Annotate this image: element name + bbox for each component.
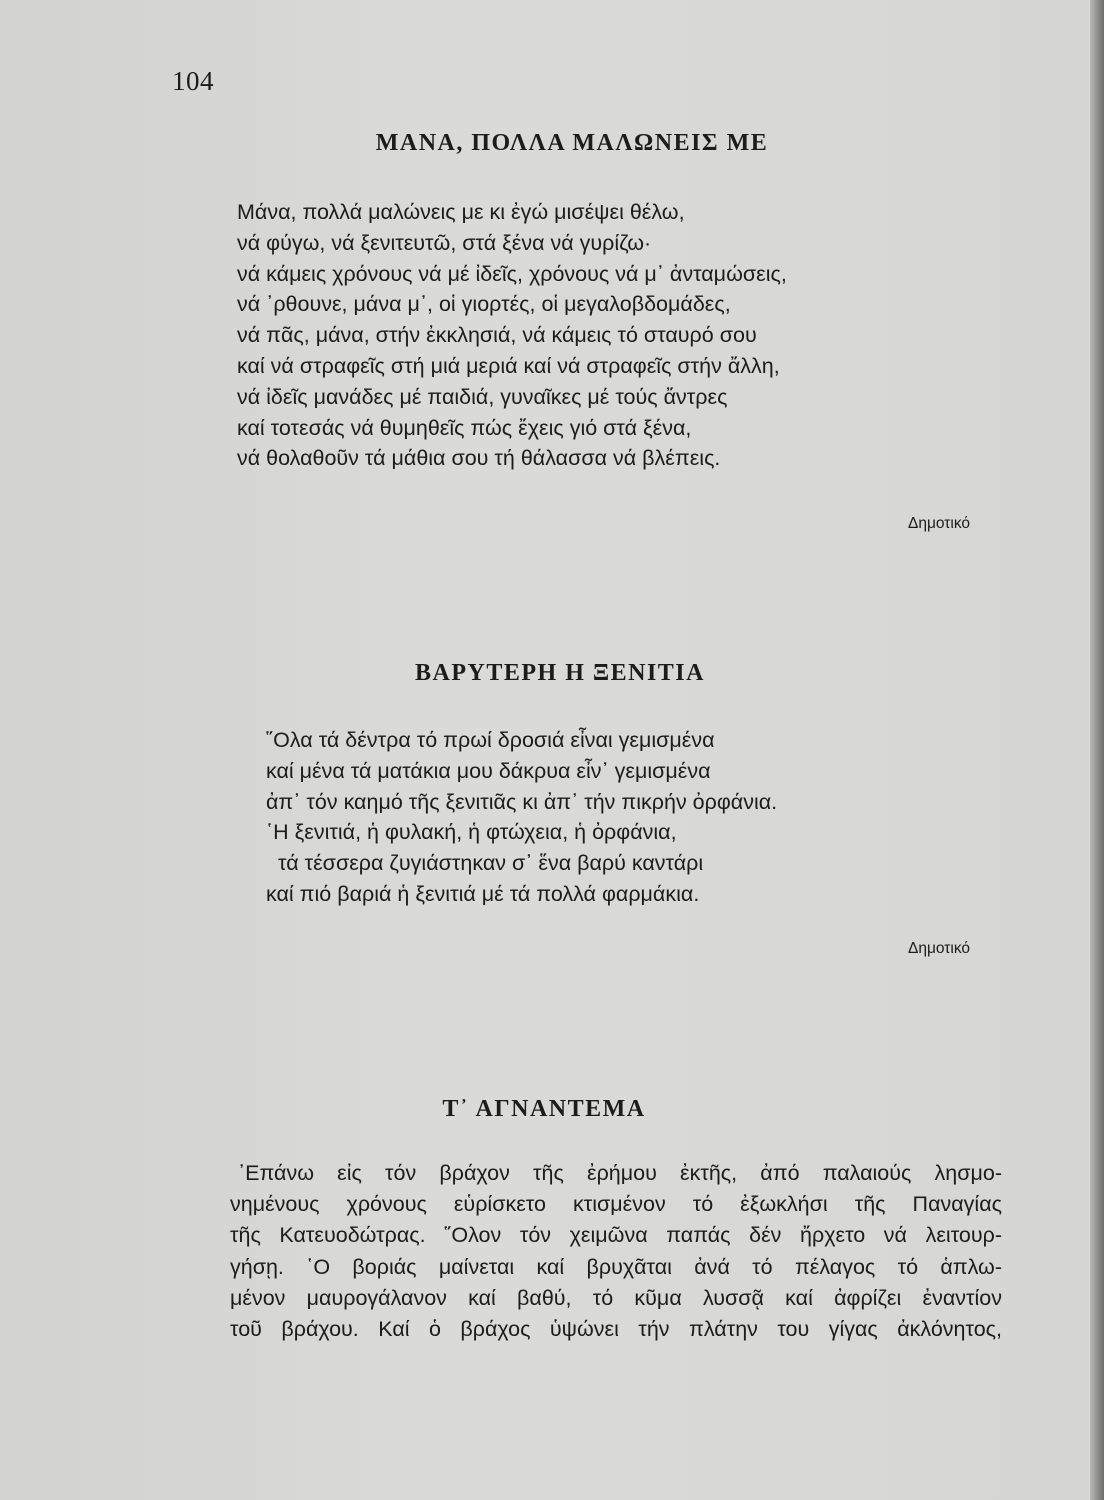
section-title-xenitia: ΒΑΡΥΤΕΡΗ Η ΞΕΝΙΤΙΑ [415, 660, 705, 686]
prose-line: τοῦ βράχου. Καί ὁ βράχος ὑψώνει τήν πλάτην του γίγας ἀκλόνητος, [230, 1317, 1002, 1342]
prose-line: γήσῃ. ῾Ο βοριάς μαίνεται καί βρυχᾶται ἀνά τό πέλαγος τό ἁπλω- [230, 1254, 1002, 1279]
poem-xenitia [266, 725, 777, 910]
poem-line: νά ἰδεῖς μανάδες μέ παιδιά, γυναῖκες μέ τούς ἄντρες [237, 384, 728, 409]
attribution-mana: Δημοτικό [908, 515, 971, 532]
poem-line: καί πιό βαριά ἡ ξενιτιά μέ τά πολλά φαρμάκια. [266, 881, 700, 906]
poem-mana [237, 197, 787, 474]
section-title-agnantema: Τ᾽ ΑΓΝΑΝΤΕΜΑ [442, 1096, 646, 1122]
poem-line: καί νά στραφεῖς στή μιά μεριά καί νά στραφεῖς στήν ἄλλη, [237, 353, 780, 378]
poem-line: καί τοτεσάς νά θυμηθεῖς πώς ἔχεις γιό στά ξένα, [237, 415, 692, 440]
prose-line: νημένους χρόνους εὑρίσκετο κτισμένον τό ἐξωκλήσι τῆς Παναγίας [230, 1192, 1002, 1217]
poem-line: νά φύγω, νά ξενιτευτῶ, στά ξένα νά γυρίζω· [237, 230, 652, 255]
poem-line: νά κάμεις χρόνους νά μέ ἰδεῖς, χρόνους νά μ᾽ ἀνταμώσεις, [237, 261, 787, 286]
prose-line: μένον μαυρογάλανον καί βαθύ, τό κῦμα λυσσᾷ καί ἀφρίζει ἐναντίον [230, 1285, 1002, 1310]
poem-line: νά θολαθοῦν τά μάθια σου τή θάλασσα νά βλέπεις. [237, 446, 721, 471]
section-title-mana: ΜΑΝΑ, ΠΟΛΛΑ ΜΑΛΩΝΕΙΣ ΜΕ [375, 130, 769, 156]
poem-line: ἀπ᾽ τόν καημό τῆς ξενιτιᾶς κι ἀπ᾽ τήν πικρήν ὀρφάνια. [266, 789, 778, 814]
poem-line: νά ᾽ρθουνε, μάνα μ᾽, οἱ γιορτές, οἱ μεγαλοβδομάδες, [237, 292, 731, 317]
poem-line: καί μένα τά ματάκια μου δάκρυα εἶν᾽ γεμισμένα [266, 758, 711, 783]
poem-line: τά τέσσερα ζυγιάστηκαν σ᾽ ἕνα βαρύ καντάρι [278, 851, 704, 876]
prose-line: τῆς Κατευοδώτρας. ῞Ολον τόν χειμῶνα παπάς δέν ἤρχετο νά λειτουρ- [230, 1223, 1002, 1248]
prose-line: ᾽Επάνω εἰς τόν βράχον τῆς ἐρήμου ἐκτῆς, ἀπό παλαιούς λησμο- [238, 1161, 1002, 1185]
page-number: 104 [172, 66, 214, 96]
prose-agnantema [230, 1158, 1002, 1345]
book-spine-shadow [1090, 0, 1104, 1500]
poem-line: νά πᾶς, μάνα, στήν ἐκκλησιά, νά κάμεις τό σταυρό σου [237, 323, 757, 348]
poem-line: ῞Ολα τά δέντρα τό πρωί δροσιά εἶναι γεμισμένα [266, 728, 715, 752]
attribution-xenitia: Δημοτικό [908, 940, 971, 957]
poem-line: Μάνα, πολλά μαλώνεις με κι ἐγώ μισέψει θέλω, [237, 200, 685, 224]
poem-line: ῾Η ξενιτιά, ἡ φυλακή, ἡ φτώχεια, ἡ ὀρφάνια, [266, 820, 677, 845]
